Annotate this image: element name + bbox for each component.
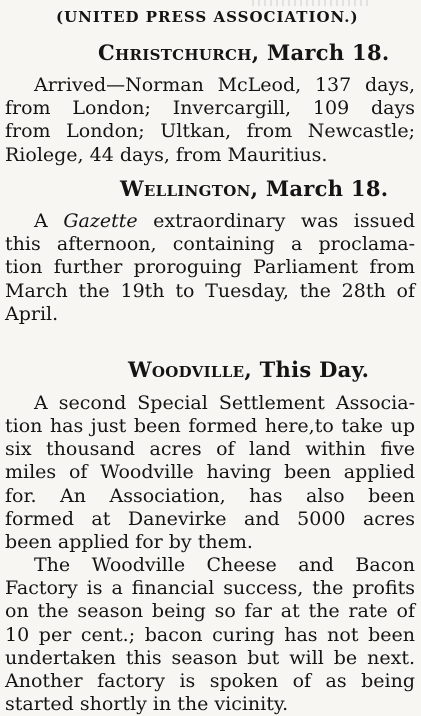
dateline-place: Christchurch, [98,40,260,65]
text-line: tion further proroguing Parliament from [5,256,415,278]
agency-header: (UNITED PRESS ASSOCIATION.) [56,8,359,26]
dateline-date: March 18. [266,40,390,65]
text-line: on the season being so far at the rate of [5,600,415,622]
text-line: Factory is a financial success, the profits [5,577,415,599]
text-line: 10 per cent.; bacon curing has not been [5,624,415,646]
dateline-woodville [128,357,369,382]
text-line: The Woodville Cheese and Bacon [34,554,415,576]
dateline-place: Wellington, [120,176,259,201]
text-fragment: A [34,210,48,232]
text-line: formed at Danevirke and 5000 acres [5,508,415,530]
text-line: miles of Woodville having been applied [5,461,415,483]
print-smudge [252,0,372,6]
text-line: undertaken this season but will be next. [5,647,415,669]
text-line: Riolege, 44 days, from Mauritius. [5,144,328,166]
text-line: A second Special Settlement Associa- [34,392,415,414]
text-line: tion has just been formed here,to take up [5,415,415,437]
dateline-date: This Day. [259,357,370,382]
text-line: been applied for by them. [5,531,253,553]
text-line: for. An Association, has also been [5,485,415,507]
text-line: this afternoon, containing a proclama- [5,233,415,255]
text-line: March the 19th to Tuesday, the 28th of [5,280,415,302]
text-line: six thousand acres of land within five [5,438,415,460]
text-line: from London; Invercargill, 109 days [5,97,415,119]
dateline-christchurch [98,40,390,65]
dateline-wellington [120,176,388,201]
text-line: Arrived—Norman McLeod, 137 days, [34,74,415,96]
dateline-place: Woodville, [128,357,252,382]
text-line: started shortly in the vicinity. [5,693,289,715]
gazette-italic: Gazette [63,210,138,232]
dateline-date: March 18. [265,176,389,201]
text-line: Another factory is spoken of as being [5,670,415,692]
text-line-gazette [34,210,415,233]
text-line: from London; Ultkan, from Newcastle; [5,120,415,142]
text-fragment: extraordinary was issued [153,210,416,232]
text-line: April. [5,303,59,325]
